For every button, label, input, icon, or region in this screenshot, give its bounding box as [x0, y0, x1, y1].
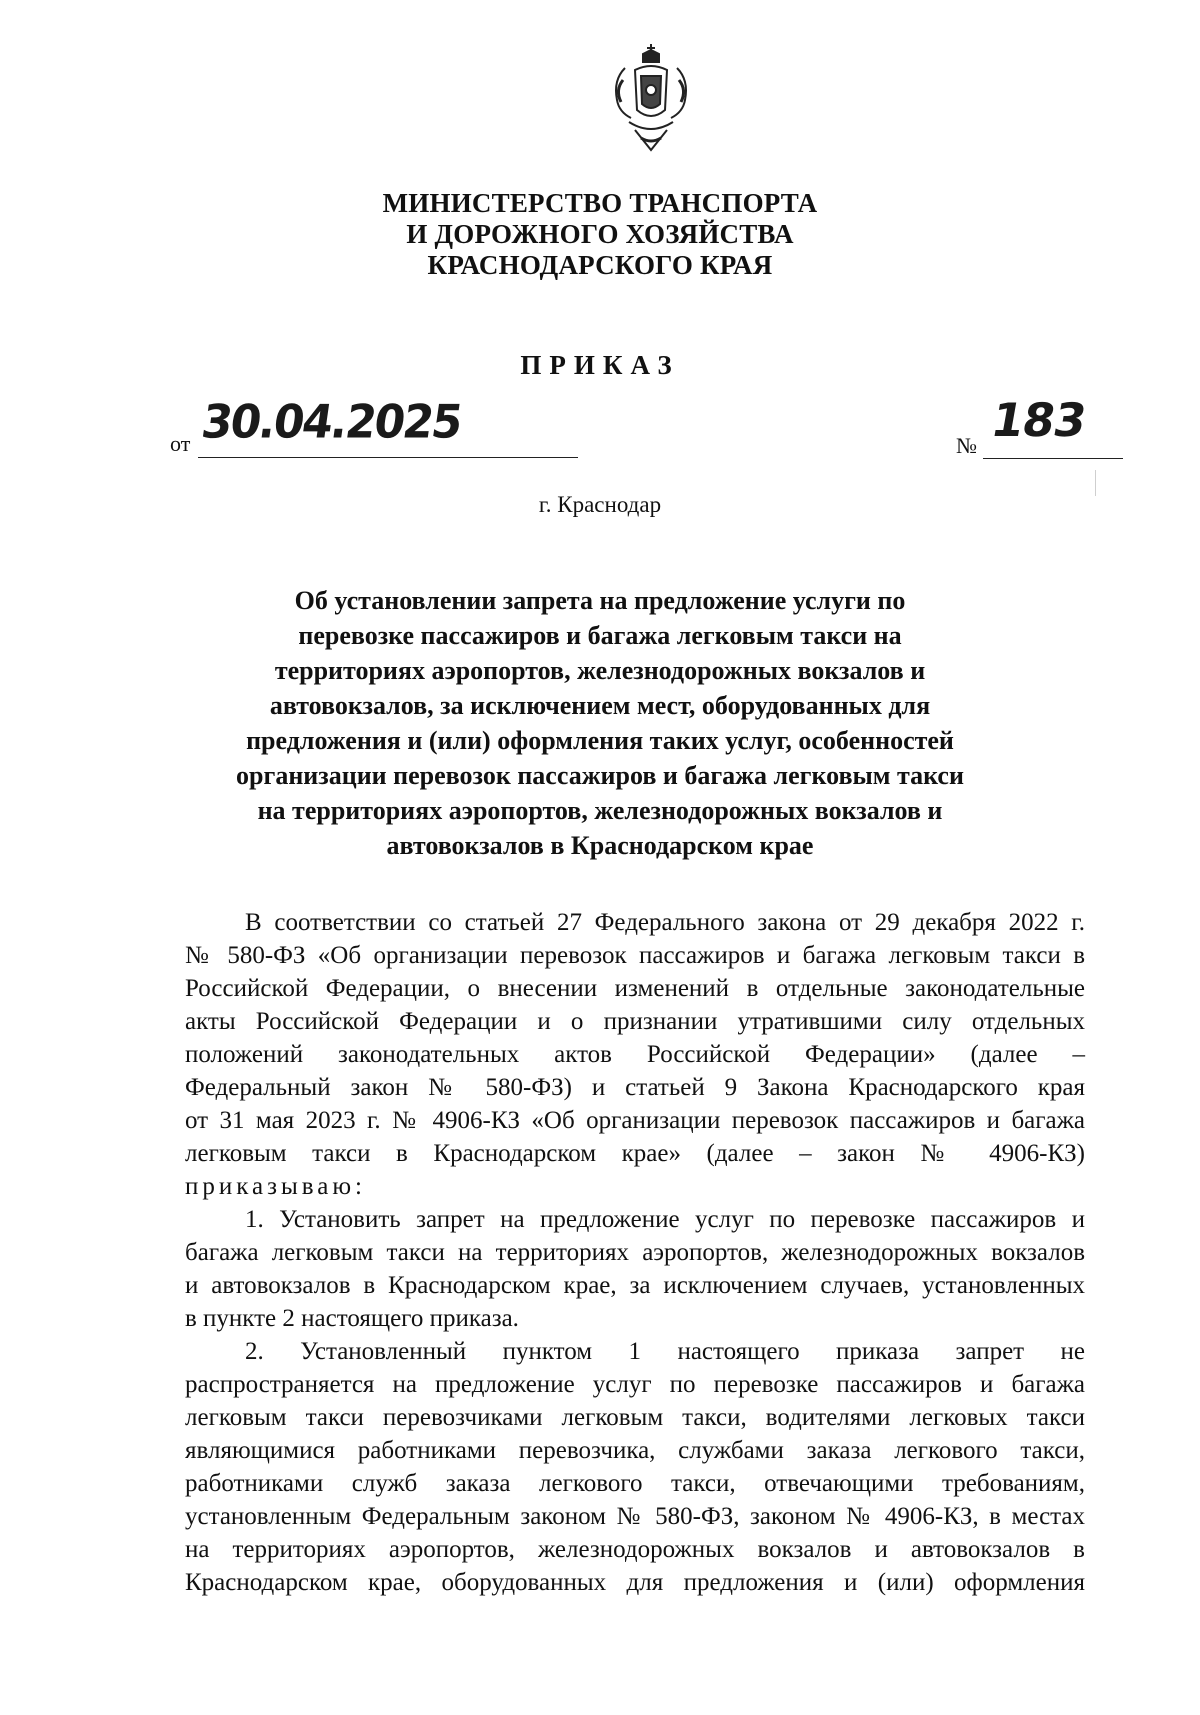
date-number-row	[170, 393, 1090, 465]
item-2-line: на территориях аэропортов, железнодорожных вокзалов и автовокзалов в	[185, 1536, 1085, 1563]
ministry-name	[300, 188, 900, 281]
handwritten-number: 183	[987, 393, 1090, 447]
title-line: организации перевозок пассажиров и багажа легковым такси	[236, 761, 964, 790]
coat-of-arms-icon	[605, 40, 697, 160]
date-label: от	[170, 431, 191, 456]
preamble-line: положений законодательных актов Российской Федерации» (далее –	[185, 1041, 1085, 1068]
title-line: Об установлении запрета на предложение услуги по	[294, 586, 906, 615]
item-2-line: распространяется на предложение услуг по перевозке пассажиров и багажа	[185, 1371, 1085, 1398]
title-line: на территориях аэропортов, железнодорожных вокзалов и	[257, 796, 943, 825]
item-1-line: 1. Установить запрет на предложение услуг по перевозке пассажиров и	[245, 1206, 1085, 1233]
preamble-line: В соответствии со статьей 27 Федерального закона от 29 декабря 2022 г.	[245, 909, 1085, 936]
city: г. Краснодар	[538, 492, 662, 517]
item-2-line: установленным Федеральным законом № 580-ФЗ, законом № 4906-КЗ, в местах	[185, 1503, 1085, 1530]
number-underline	[983, 458, 1123, 459]
title-line: автовокзалов, за исключением мест, оборудованных для	[269, 691, 931, 720]
ministry-line-2: И ДОРОЖНОГО ХОЗЯЙСТВА	[406, 219, 794, 249]
preamble-line: акты Российской Федерации и о признании утратившими силу отдельных	[185, 1008, 1085, 1035]
date-underline	[198, 457, 578, 458]
title-line: автовокзалов в Краснодарском крае	[386, 831, 814, 860]
item-2-line: легковым такси перевозчиками легковым такси, водителями легковых такси	[185, 1404, 1085, 1431]
item-1-line: в пункте 2 настоящего приказа.	[185, 1305, 519, 1332]
ministry-line-1: МИНИСТЕРСТВО ТРАНСПОРТА	[382, 188, 818, 218]
item-1-line: багажа легковым такси на территориях аэропортов, железнодорожных вокзалов	[185, 1239, 1085, 1266]
item-2-line: работниками служб заказа легкового такси, отвечающими требованиям,	[185, 1470, 1085, 1497]
preamble-line: № 580-ФЗ «Об организации перевозок пассажиров и багажа легковым такси в	[185, 942, 1085, 969]
item-1-line: и автовокзалов в Краснодарском крае, за исключением случаев, установленных	[185, 1272, 1085, 1299]
item-2-line: являющимися работниками перевозчика, службами заказа легкового такси,	[185, 1437, 1085, 1464]
order-title	[200, 583, 1000, 863]
scan-artifact	[1095, 470, 1096, 496]
title-line: предложения и (или) оформления таких услуг, особенностей	[246, 726, 954, 755]
title-line: перевозке пассажиров и багажа легковым такси на	[298, 621, 902, 650]
title-line: территориях аэропортов, железнодорожных вокзалов и	[274, 656, 926, 685]
document-type: ПРИКАЗ	[520, 350, 680, 380]
handwritten-date: 30.04.2025	[198, 395, 465, 450]
item-2-line: 2. Установленный пунктом 1 настоящего приказа запрет не	[245, 1338, 1085, 1365]
preamble-line: от 31 мая 2023 г. № 4906-КЗ «Об организации перевозок пассажиров и багажа	[185, 1107, 1085, 1134]
number-label: №	[956, 433, 977, 458]
order-body	[185, 906, 1085, 1599]
ministry-line-3: КРАСНОДАРСКОГО КРАЯ	[427, 250, 773, 280]
order-word: приказываю:	[185, 1173, 366, 1200]
preamble-line: легковым такси в Краснодарском крае» (далее – закон № 4906-КЗ)	[185, 1140, 1085, 1167]
preamble-line: Российской Федерации, о внесении изменений в отдельные законодательные	[185, 975, 1085, 1002]
preamble-line: Федеральный закон № 580-ФЗ) и статьей 9 Закона Краснодарского края	[185, 1074, 1085, 1101]
item-2-line: Краснодарском крае, оборудованных для предложения и (или) оформления	[185, 1569, 1085, 1596]
